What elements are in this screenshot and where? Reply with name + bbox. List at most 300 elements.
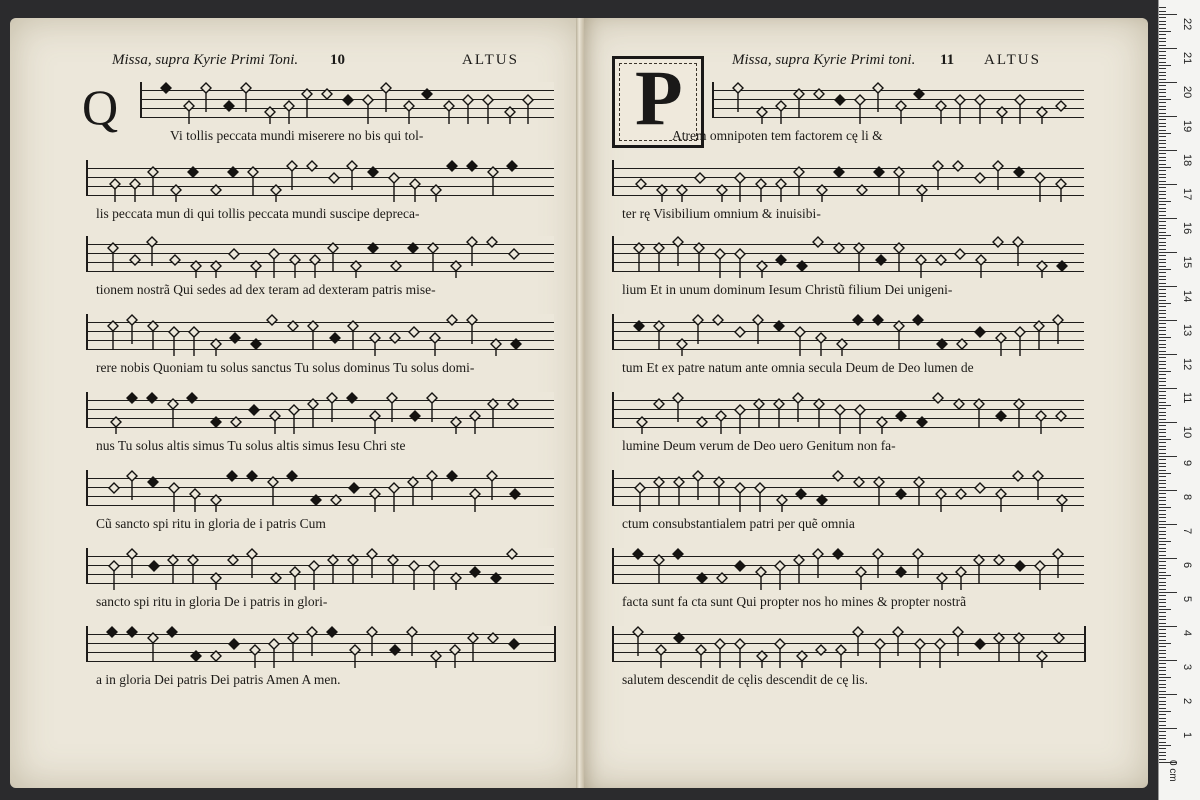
note-glyph bbox=[1037, 107, 1047, 124]
note-glyph bbox=[148, 321, 158, 350]
ruler-tick bbox=[1159, 432, 1166, 433]
note-glyph bbox=[836, 645, 846, 668]
ruler-tick bbox=[1159, 568, 1166, 569]
note-glyph bbox=[228, 167, 238, 177]
ruler-tick bbox=[1159, 102, 1166, 103]
note-glyph bbox=[289, 405, 299, 434]
ruler-tick bbox=[1159, 164, 1166, 165]
ruler-tick bbox=[1159, 174, 1166, 175]
note-glyph bbox=[774, 321, 784, 331]
left-page-number: 10 bbox=[330, 52, 345, 68]
note-glyph bbox=[227, 471, 237, 481]
staff-notes bbox=[612, 548, 1082, 592]
note-glyph bbox=[735, 249, 745, 278]
ruler-tick bbox=[1159, 561, 1166, 562]
note-glyph bbox=[775, 639, 785, 668]
note-glyph bbox=[1034, 321, 1044, 350]
staff-notes bbox=[612, 314, 1082, 358]
note-glyph bbox=[149, 561, 159, 571]
note-glyph bbox=[368, 243, 378, 253]
note-glyph bbox=[288, 633, 298, 662]
ruler-tick bbox=[1159, 170, 1166, 171]
note-glyph bbox=[510, 489, 520, 499]
note-glyph bbox=[270, 411, 280, 434]
note-glyph bbox=[488, 399, 498, 428]
ruler-tick bbox=[1159, 130, 1166, 131]
ruler-tick bbox=[1159, 752, 1166, 753]
note-glyph bbox=[211, 651, 221, 661]
ruler-tick bbox=[1159, 517, 1166, 518]
note-glyph bbox=[694, 243, 704, 272]
note-glyph bbox=[794, 89, 804, 118]
ruler-tick bbox=[1159, 602, 1166, 603]
note-glyph bbox=[470, 411, 480, 434]
ruler-tick bbox=[1159, 619, 1166, 620]
ruler-tick bbox=[1159, 215, 1166, 216]
note-glyph bbox=[777, 495, 787, 512]
ruler-tick bbox=[1159, 650, 1166, 651]
staff-system bbox=[86, 236, 552, 280]
note-glyph bbox=[854, 477, 864, 487]
note-glyph bbox=[693, 471, 703, 500]
note-glyph bbox=[757, 261, 767, 278]
staff-system bbox=[612, 470, 1082, 514]
ruler-tick bbox=[1159, 711, 1171, 712]
note-glyph bbox=[110, 179, 120, 202]
note-glyph bbox=[331, 495, 341, 505]
note-glyph bbox=[755, 483, 765, 512]
lyric-line: rere nobis Quoniam tu solus sanctus Tu solus dominus Tu solus domi- bbox=[96, 360, 475, 375]
note-glyph bbox=[427, 471, 437, 500]
ruler-tick bbox=[1159, 340, 1166, 341]
ruler-tick bbox=[1159, 633, 1166, 634]
note-glyph bbox=[229, 249, 239, 259]
staff-system bbox=[86, 392, 552, 436]
ruler-number: 9 bbox=[1181, 460, 1193, 467]
note-glyph bbox=[654, 555, 664, 584]
ruler-tick bbox=[1159, 269, 1171, 270]
staff-notes bbox=[86, 314, 552, 358]
note-glyph bbox=[1037, 651, 1047, 668]
note-glyph bbox=[467, 161, 477, 171]
note-glyph bbox=[450, 645, 460, 668]
note-glyph bbox=[211, 261, 221, 278]
ruler-tick bbox=[1159, 337, 1171, 338]
note-glyph bbox=[1015, 95, 1025, 124]
ruler-tick bbox=[1159, 701, 1166, 702]
ruler-tick bbox=[1159, 351, 1166, 352]
ruler-tick bbox=[1159, 735, 1166, 736]
note-glyph bbox=[167, 627, 177, 637]
ruler-tick bbox=[1159, 381, 1166, 382]
note-glyph bbox=[509, 639, 519, 649]
note-glyph bbox=[873, 83, 883, 112]
note-glyph bbox=[327, 393, 337, 422]
ruler-tick bbox=[1159, 323, 1166, 324]
ruler-tick bbox=[1159, 395, 1166, 396]
note-glyph bbox=[756, 567, 766, 590]
staff-system bbox=[86, 470, 552, 514]
note-glyph bbox=[1037, 261, 1047, 278]
note-glyph bbox=[894, 167, 904, 196]
note-glyph bbox=[231, 417, 241, 427]
note-glyph bbox=[877, 417, 887, 434]
staff-system bbox=[612, 160, 1082, 204]
note-glyph bbox=[735, 173, 745, 202]
lyric-line: ter rę Visibilium omnium & inuisibi- bbox=[622, 206, 821, 221]
ruler-tick bbox=[1159, 320, 1177, 321]
note-glyph bbox=[916, 255, 926, 278]
ruler-tick bbox=[1159, 551, 1166, 552]
left-page-header bbox=[112, 52, 519, 69]
note-glyph bbox=[108, 243, 118, 272]
note-glyph bbox=[148, 167, 158, 196]
note-glyph bbox=[975, 639, 985, 649]
ruler-number: 4 bbox=[1181, 630, 1193, 637]
note-glyph bbox=[127, 549, 137, 578]
note-glyph bbox=[713, 315, 723, 325]
ruler-tick bbox=[1159, 606, 1166, 607]
ruler-tick bbox=[1159, 252, 1177, 253]
ruler-tick bbox=[1159, 657, 1166, 658]
note-glyph bbox=[975, 173, 985, 183]
staff-system bbox=[86, 160, 552, 204]
note-glyph bbox=[873, 315, 883, 325]
note-glyph bbox=[409, 561, 419, 590]
note-glyph bbox=[1014, 167, 1024, 177]
note-glyph bbox=[715, 639, 725, 668]
note-glyph bbox=[735, 327, 745, 337]
note-glyph bbox=[148, 633, 158, 662]
note-glyph bbox=[1015, 327, 1025, 356]
ruler-tick bbox=[1159, 72, 1166, 73]
ruler-tick bbox=[1159, 500, 1166, 501]
ruler-tick bbox=[1159, 92, 1166, 93]
note-glyph bbox=[268, 477, 278, 506]
decorated-initial-q: Q bbox=[82, 79, 119, 135]
ruler-tick bbox=[1159, 415, 1166, 416]
note-glyph bbox=[330, 333, 340, 343]
note-glyph bbox=[1036, 411, 1046, 434]
note-glyph bbox=[957, 339, 967, 349]
note-glyph bbox=[350, 645, 360, 668]
ruler-tick bbox=[1159, 242, 1166, 243]
ruler-tick bbox=[1159, 640, 1166, 641]
note-glyph bbox=[933, 161, 943, 190]
note-glyph bbox=[914, 89, 924, 99]
ruler-tick bbox=[1159, 670, 1166, 671]
note-glyph bbox=[470, 489, 480, 512]
note-glyph bbox=[349, 483, 359, 493]
note-glyph bbox=[168, 555, 178, 584]
note-glyph bbox=[673, 393, 683, 422]
note-glyph bbox=[307, 627, 317, 656]
book-gutter bbox=[576, 18, 584, 788]
ruler-tick bbox=[1159, 510, 1166, 511]
note-glyph bbox=[816, 645, 826, 655]
note-glyph bbox=[389, 173, 399, 202]
ruler-tick bbox=[1159, 7, 1166, 8]
note-glyph bbox=[201, 83, 211, 112]
ruler-tick bbox=[1159, 75, 1166, 76]
note-glyph bbox=[368, 167, 378, 177]
lyric-line: Atrem omnipoten tem factorem cę li & bbox=[672, 128, 883, 143]
ruler-tick bbox=[1159, 218, 1177, 219]
note-glyph bbox=[488, 167, 498, 196]
note-glyph bbox=[248, 167, 258, 196]
ruler-tick bbox=[1159, 191, 1166, 192]
ruler-tick bbox=[1159, 599, 1166, 600]
note-glyph bbox=[814, 89, 824, 99]
note-glyph bbox=[774, 399, 784, 428]
note-glyph bbox=[410, 411, 420, 421]
ruler-tick bbox=[1159, 612, 1166, 613]
ruler-tick bbox=[1159, 548, 1166, 549]
note-glyph bbox=[996, 411, 1006, 421]
note-glyph bbox=[855, 405, 865, 434]
ruler-tick bbox=[1159, 405, 1171, 406]
ruler-tick bbox=[1159, 198, 1166, 199]
ruler-tick bbox=[1159, 123, 1166, 124]
note-glyph bbox=[287, 161, 297, 190]
note-glyph bbox=[169, 483, 179, 512]
ruler-tick bbox=[1159, 684, 1166, 685]
ruler-tick bbox=[1159, 521, 1166, 522]
ruler-tick bbox=[1159, 616, 1166, 617]
ruler-tick bbox=[1159, 578, 1166, 579]
note-glyph bbox=[654, 477, 664, 506]
note-glyph bbox=[735, 405, 745, 434]
ruler-tick bbox=[1159, 300, 1166, 301]
note-glyph bbox=[483, 95, 493, 124]
ruler-tick bbox=[1159, 680, 1166, 681]
ruler-tick bbox=[1159, 289, 1166, 290]
note-glyph bbox=[735, 639, 745, 668]
ruler-tick bbox=[1159, 456, 1177, 457]
note-glyph bbox=[410, 179, 420, 202]
ruler-tick bbox=[1159, 408, 1166, 409]
note-glyph bbox=[654, 321, 664, 350]
note-glyph bbox=[913, 549, 923, 578]
note-glyph bbox=[271, 573, 281, 583]
ruler-tick bbox=[1159, 262, 1166, 263]
note-glyph bbox=[1056, 101, 1066, 111]
note-glyph bbox=[351, 261, 361, 278]
note-glyph bbox=[956, 489, 966, 499]
note-glyph bbox=[108, 321, 118, 350]
ruler-tick bbox=[1159, 272, 1166, 273]
note-glyph bbox=[507, 549, 517, 559]
note-glyph bbox=[834, 167, 844, 177]
note-glyph bbox=[127, 471, 137, 500]
ruler-tick bbox=[1159, 653, 1166, 654]
note-glyph bbox=[389, 483, 399, 512]
ruler-tick bbox=[1159, 493, 1166, 494]
ruler-tick bbox=[1159, 177, 1166, 178]
note-glyph bbox=[388, 555, 398, 584]
ruler-tick bbox=[1159, 691, 1166, 692]
left-voice-label: ALTUS bbox=[462, 52, 519, 68]
ruler-tick bbox=[1159, 143, 1166, 144]
note-glyph bbox=[697, 417, 707, 427]
lyric-line: salutem descendit de cęlis descendit de cę lis. bbox=[622, 672, 868, 687]
note-glyph bbox=[311, 495, 321, 505]
staff-system bbox=[612, 314, 1082, 358]
ruler-tick bbox=[1159, 759, 1166, 760]
note-glyph bbox=[505, 107, 515, 124]
ruler-tick bbox=[1159, 140, 1166, 141]
note-glyph bbox=[328, 243, 338, 272]
ruler-tick bbox=[1159, 497, 1166, 498]
ruler-tick bbox=[1159, 136, 1166, 137]
ruler-tick bbox=[1159, 402, 1166, 403]
ruler-number: 19 bbox=[1181, 120, 1193, 133]
note-glyph bbox=[816, 333, 826, 356]
note-glyph bbox=[654, 399, 664, 409]
note-glyph bbox=[191, 651, 201, 661]
note-glyph bbox=[310, 255, 320, 278]
note-glyph bbox=[408, 477, 418, 506]
note-glyph bbox=[636, 179, 646, 189]
ruler-tick bbox=[1159, 483, 1166, 484]
ruler-tick bbox=[1159, 85, 1166, 86]
ruler-tick bbox=[1159, 211, 1166, 212]
ruler-tick bbox=[1159, 232, 1166, 233]
note-glyph bbox=[451, 261, 461, 278]
staff-notes bbox=[86, 236, 552, 280]
ruler-tick bbox=[1159, 636, 1166, 637]
note-glyph bbox=[249, 405, 259, 415]
note-glyph bbox=[187, 393, 197, 403]
ruler-tick bbox=[1159, 133, 1171, 134]
note-glyph bbox=[657, 185, 667, 202]
ruler-tick bbox=[1159, 109, 1166, 110]
note-glyph bbox=[994, 633, 1004, 662]
staff-notes bbox=[86, 470, 552, 514]
note-glyph bbox=[348, 321, 358, 350]
note-glyph bbox=[370, 489, 380, 512]
note-glyph bbox=[247, 471, 257, 481]
note-glyph bbox=[431, 185, 441, 202]
ruler-number: 8 bbox=[1181, 494, 1193, 501]
note-glyph bbox=[733, 83, 743, 112]
note-glyph bbox=[370, 333, 380, 356]
note-glyph bbox=[191, 261, 201, 278]
ruler-tick bbox=[1159, 436, 1166, 437]
note-glyph bbox=[754, 399, 764, 428]
ruler-tick bbox=[1159, 646, 1166, 647]
note-glyph bbox=[794, 555, 804, 584]
ruler-tick bbox=[1159, 11, 1166, 12]
ruler-tick bbox=[1159, 595, 1166, 596]
note-glyph bbox=[1033, 471, 1043, 500]
note-glyph bbox=[308, 321, 318, 350]
note-glyph bbox=[753, 315, 763, 344]
note-glyph bbox=[211, 573, 221, 590]
ruler-tick bbox=[1159, 429, 1166, 430]
note-glyph bbox=[241, 83, 251, 112]
ruler-tick bbox=[1159, 541, 1171, 542]
note-glyph bbox=[171, 185, 181, 202]
note-glyph bbox=[507, 161, 517, 171]
ruler-tick bbox=[1159, 697, 1166, 698]
note-glyph bbox=[996, 489, 1006, 512]
staff-system bbox=[140, 82, 552, 126]
ruler-tick bbox=[1159, 629, 1166, 630]
note-glyph bbox=[170, 255, 180, 265]
ruler-number: 5 bbox=[1181, 596, 1193, 603]
ruler-tick bbox=[1159, 58, 1166, 59]
ruler-tick bbox=[1159, 106, 1166, 107]
ruler-tick bbox=[1159, 371, 1171, 372]
ruler-tick bbox=[1159, 755, 1166, 756]
ruler-tick bbox=[1159, 14, 1177, 15]
note-glyph bbox=[735, 561, 745, 571]
staff-system bbox=[86, 548, 552, 592]
ruler-tick bbox=[1159, 34, 1166, 35]
ruler-tick bbox=[1159, 361, 1166, 362]
ruler-tick bbox=[1159, 249, 1166, 250]
ruler-tick bbox=[1159, 181, 1166, 182]
note-glyph bbox=[307, 161, 317, 171]
ruler-tick bbox=[1159, 582, 1166, 583]
note-glyph bbox=[854, 243, 864, 272]
lyric-line: facta sunt fa cta sunt Qui propter nos ho mines & propter nostrã bbox=[622, 594, 967, 609]
note-glyph bbox=[833, 471, 843, 481]
ruler-tick bbox=[1159, 725, 1166, 726]
staff-notes bbox=[612, 470, 1082, 514]
lyric-line: a in gloria Dei patris Dei patris Amen A men. bbox=[96, 672, 341, 687]
note-glyph bbox=[228, 555, 238, 565]
ruler-number: 18 bbox=[1181, 154, 1193, 167]
ruler-tick bbox=[1159, 225, 1166, 226]
note-glyph bbox=[107, 627, 117, 637]
ruler-tick bbox=[1159, 748, 1166, 749]
ruler-tick bbox=[1159, 572, 1166, 573]
note-glyph bbox=[147, 393, 157, 403]
note-glyph bbox=[893, 627, 903, 656]
lyric-line: lium Et in unum dominum Iesum Christũ filium Dei unigeni- bbox=[622, 282, 953, 297]
note-glyph bbox=[444, 101, 454, 124]
ruler-tick bbox=[1159, 490, 1177, 491]
ruler-tick bbox=[1159, 310, 1166, 311]
note-glyph bbox=[190, 489, 200, 512]
note-glyph bbox=[853, 627, 863, 656]
note-glyph bbox=[387, 393, 397, 422]
ruler-tick bbox=[1159, 623, 1166, 624]
ruler-tick bbox=[1159, 419, 1166, 420]
note-glyph bbox=[956, 567, 966, 590]
note-glyph bbox=[714, 477, 724, 506]
ruler-tick bbox=[1159, 116, 1177, 117]
ruler-tick bbox=[1159, 167, 1171, 168]
ruler-tick bbox=[1159, 89, 1166, 90]
right-page-header bbox=[732, 52, 1041, 69]
note-glyph bbox=[936, 255, 946, 265]
ruler-tick bbox=[1159, 470, 1166, 471]
note-glyph bbox=[1035, 173, 1045, 202]
note-glyph bbox=[875, 639, 885, 668]
ruler-tick bbox=[1159, 306, 1166, 307]
note-glyph bbox=[290, 567, 300, 590]
staff-system bbox=[86, 626, 552, 670]
ruler-tick bbox=[1159, 201, 1171, 202]
note-glyph bbox=[794, 167, 804, 196]
note-glyph bbox=[813, 237, 823, 247]
note-glyph bbox=[1057, 495, 1067, 512]
ruler-tick bbox=[1159, 82, 1177, 83]
ruler-tick bbox=[1159, 453, 1166, 454]
